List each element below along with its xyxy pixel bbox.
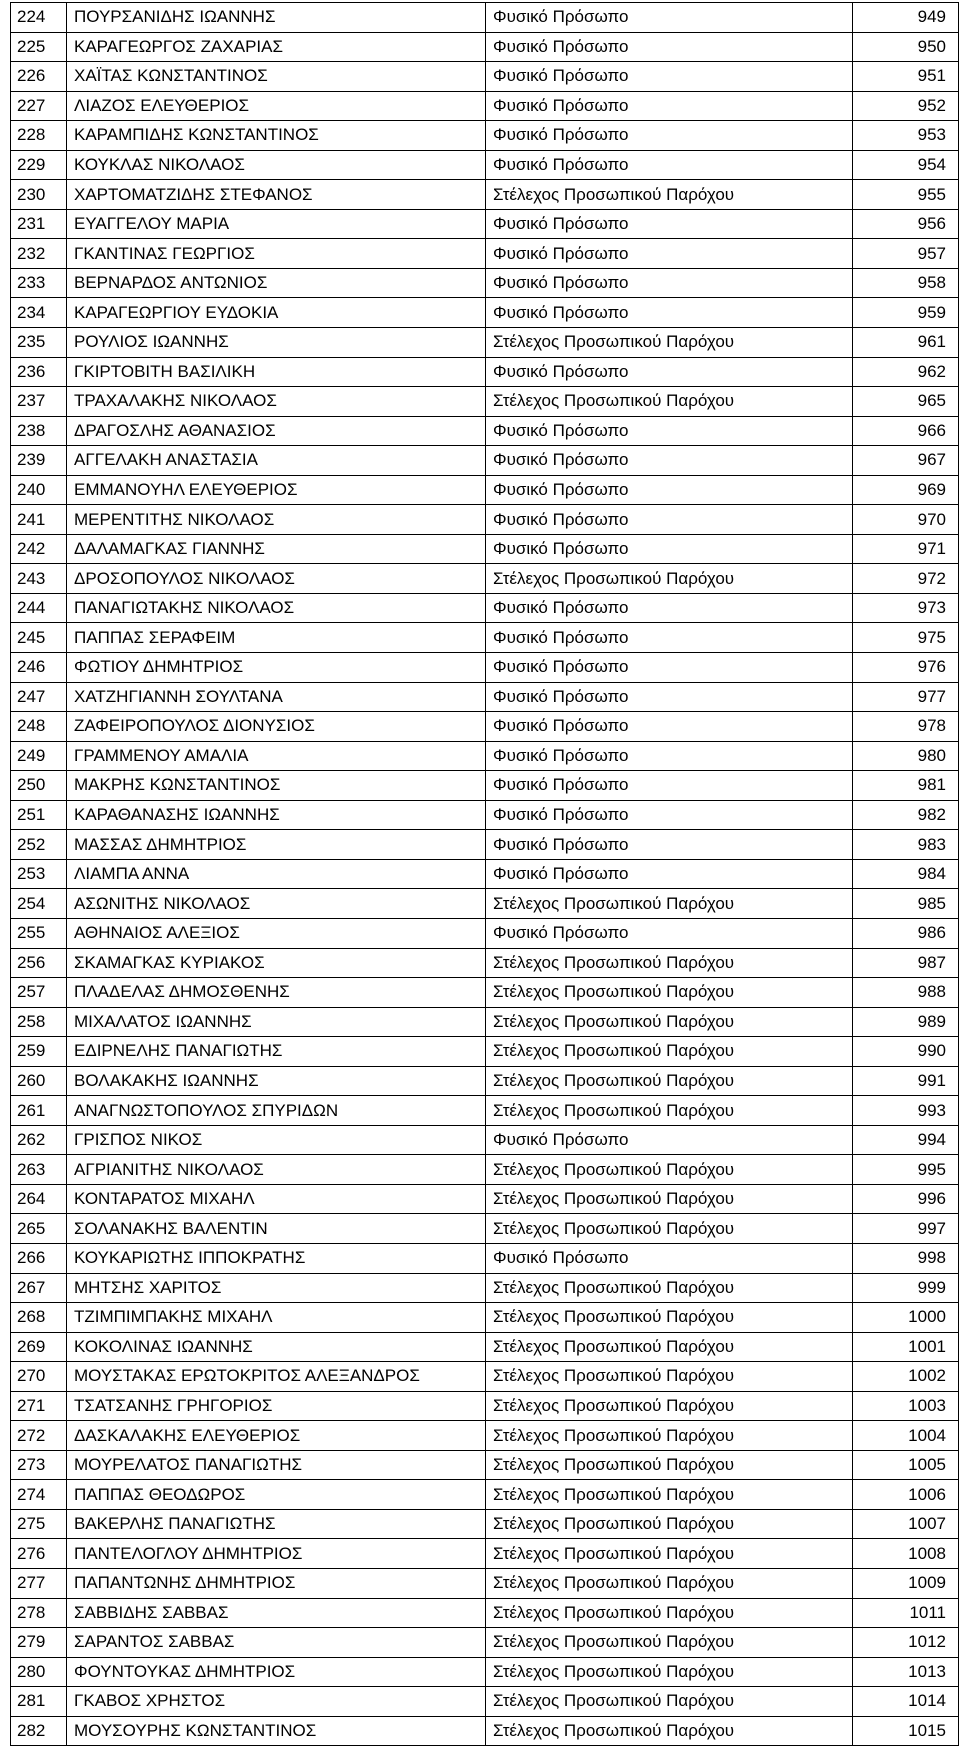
row-number: 261 (11, 1096, 67, 1126)
entity-type: Φυσικό Πρόσωπο (486, 534, 853, 564)
row-number: 274 (11, 1480, 67, 1510)
entity-type: Στέλεχος Προσωπικού Παρόχου (486, 1509, 853, 1539)
entity-type: Φυσικό Πρόσωπο (486, 859, 853, 889)
registry-code: 990 (853, 1037, 959, 1067)
registry-code: 1002 (853, 1362, 959, 1392)
table-row (11, 1096, 959, 1126)
entity-type: Φυσικό Πρόσωπο (486, 830, 853, 860)
document-sheet (10, 2, 958, 1746)
registry-code: 993 (853, 1096, 959, 1126)
registry-code: 998 (853, 1243, 959, 1273)
row-number: 245 (11, 623, 67, 653)
table-row (11, 1568, 959, 1598)
table-row (11, 1332, 959, 1362)
registry-code: 991 (853, 1066, 959, 1096)
registry-code: 983 (853, 830, 959, 860)
table-row (11, 121, 959, 151)
row-number: 225 (11, 32, 67, 62)
registry-code: 995 (853, 1155, 959, 1185)
registry-code: 951 (853, 62, 959, 92)
row-number: 241 (11, 505, 67, 535)
registry-code: 952 (853, 91, 959, 121)
entity-type: Στέλεχος Προσωπικού Παρόχου (486, 1480, 853, 1510)
full-name: ΔΑΛΑΜΑΓΚΑΣ ΓΙΑΝΝΗΣ (67, 534, 486, 564)
row-number: 249 (11, 741, 67, 771)
entity-type: Στέλεχος Προσωπικού Παρόχου (486, 328, 853, 358)
entity-type: Φυσικό Πρόσωπο (486, 298, 853, 328)
table-row (11, 653, 959, 683)
row-number: 279 (11, 1628, 67, 1658)
row-number: 247 (11, 682, 67, 712)
row-number: 272 (11, 1421, 67, 1451)
registry-code: 984 (853, 859, 959, 889)
registry-code: 1008 (853, 1539, 959, 1569)
row-number: 237 (11, 387, 67, 417)
registry-code: 1014 (853, 1687, 959, 1717)
row-number: 244 (11, 593, 67, 623)
row-number: 251 (11, 800, 67, 830)
row-number: 259 (11, 1037, 67, 1067)
table-row (11, 593, 959, 623)
registry-code: 985 (853, 889, 959, 919)
table-row (11, 1391, 959, 1421)
table-row (11, 209, 959, 239)
table-row (11, 1657, 959, 1687)
entity-type: Φυσικό Πρόσωπο (486, 91, 853, 121)
full-name: ΕΥΑΓΓΕΛΟΥ ΜΑΡΙΑ (67, 209, 486, 239)
full-name: ΓΡΙΣΠΟΣ ΝΙΚΟΣ (67, 1125, 486, 1155)
row-number: 266 (11, 1243, 67, 1273)
registry-code: 967 (853, 446, 959, 476)
full-name: ΑΘΗΝΑΙΟΣ ΑΛΕΞΙΟΣ (67, 918, 486, 948)
registry-code: 1011 (853, 1598, 959, 1628)
table-row (11, 446, 959, 476)
entity-type: Στέλεχος Προσωπικού Παρόχου (486, 1657, 853, 1687)
row-number: 263 (11, 1155, 67, 1185)
table-row (11, 328, 959, 358)
row-number: 255 (11, 918, 67, 948)
full-name: ΚΑΡΑΓΕΩΡΓΟΣ ΖΑΧΑΡΙΑΣ (67, 32, 486, 62)
table-row (11, 505, 959, 535)
table-row (11, 1155, 959, 1185)
entity-type: Φυσικό Πρόσωπο (486, 1243, 853, 1273)
registry-code: 1006 (853, 1480, 959, 1510)
table-row (11, 978, 959, 1008)
table-row (11, 1362, 959, 1392)
full-name: ΡΟΥΛΙΟΣ ΙΩΑΝΝΗΣ (67, 328, 486, 358)
full-name: ΕΔΙΡΝΕΛΗΣ ΠΑΝΑΓΙΩΤΗΣ (67, 1037, 486, 1067)
table-row (11, 712, 959, 742)
registry-code: 989 (853, 1007, 959, 1037)
row-number: 258 (11, 1007, 67, 1037)
entity-type: Στέλεχος Προσωπικού Παρόχου (486, 978, 853, 1008)
full-name: ΔΑΣΚΑΛΑΚΗΣ ΕΛΕΥΘΕΡΙΟΣ (67, 1421, 486, 1451)
entity-type: Στέλεχος Προσωπικού Παρόχου (486, 1568, 853, 1598)
table-row (11, 387, 959, 417)
row-number: 228 (11, 121, 67, 151)
table-row (11, 357, 959, 387)
table-row (11, 859, 959, 889)
registry-code: 961 (853, 328, 959, 358)
entity-type: Φυσικό Πρόσωπο (486, 682, 853, 712)
entity-type: Στέλεχος Προσωπικού Παρόχου (486, 1450, 853, 1480)
row-number: 233 (11, 268, 67, 298)
registry-code: 996 (853, 1184, 959, 1214)
entity-type: Στέλεχος Προσωπικού Παρόχου (486, 1007, 853, 1037)
registry-code: 958 (853, 268, 959, 298)
entity-type: Στέλεχος Προσωπικού Παρόχου (486, 1332, 853, 1362)
row-number: 273 (11, 1450, 67, 1480)
registry-code: 959 (853, 298, 959, 328)
full-name: ΠΑΠΠΑΣ ΣΕΡΑΦΕΙΜ (67, 623, 486, 653)
full-name: ΔΡΟΣΟΠΟΥΛΟΣ ΝΙΚΟΛΑΟΣ (67, 564, 486, 594)
full-name: ΤΣΑΤΣΑΝΗΣ ΓΡΗΓΟΡΙΟΣ (67, 1391, 486, 1421)
entity-type: Στέλεχος Προσωπικού Παρόχου (486, 387, 853, 417)
table-row (11, 1598, 959, 1628)
table-row (11, 3, 959, 33)
row-number: 230 (11, 180, 67, 210)
row-number: 235 (11, 328, 67, 358)
registry-code: 980 (853, 741, 959, 771)
full-name: ΛΙΑΜΠΑ ΑΝΝΑ (67, 859, 486, 889)
table-row (11, 268, 959, 298)
entity-type: Φυσικό Πρόσωπο (486, 446, 853, 476)
registry-code: 949 (853, 3, 959, 33)
registry-code: 973 (853, 593, 959, 623)
table-row (11, 1007, 959, 1037)
full-name: ΛΙΑΖΟΣ ΕΛΕΥΘΕΡΙΟΣ (67, 91, 486, 121)
row-number: 280 (11, 1657, 67, 1687)
entity-type: Φυσικό Πρόσωπο (486, 32, 853, 62)
row-number: 260 (11, 1066, 67, 1096)
table-row (11, 1184, 959, 1214)
row-number: 282 (11, 1716, 67, 1746)
registry-code: 1004 (853, 1421, 959, 1451)
table-row (11, 741, 959, 771)
registry-code: 976 (853, 653, 959, 683)
registry-code: 1007 (853, 1509, 959, 1539)
full-name: ΤΖΙΜΠΙΜΠΑΚΗΣ ΜΙΧΑΗΛ (67, 1303, 486, 1333)
table-row (11, 800, 959, 830)
registry-code: 956 (853, 209, 959, 239)
full-name: ΜΕΡΕΝΤΙΤΗΣ ΝΙΚΟΛΑΟΣ (67, 505, 486, 535)
entity-type: Φυσικό Πρόσωπο (486, 3, 853, 33)
table-row (11, 1716, 959, 1746)
entity-type: Στέλεχος Προσωπικού Παρόχου (486, 1598, 853, 1628)
entity-type: Στέλεχος Προσωπικού Παρόχου (486, 1273, 853, 1303)
registry-code: 970 (853, 505, 959, 535)
full-name: ΑΓΓΕΛΑΚΗ ΑΝΑΣΤΑΣΙΑ (67, 446, 486, 476)
row-number: 256 (11, 948, 67, 978)
row-number: 264 (11, 1184, 67, 1214)
registry-code: 977 (853, 682, 959, 712)
row-number: 243 (11, 564, 67, 594)
row-number: 270 (11, 1362, 67, 1392)
full-name: ΠΑΝΑΓΙΩΤΑΚΗΣ ΝΙΚΟΛΑΟΣ (67, 593, 486, 623)
row-number: 262 (11, 1125, 67, 1155)
registry-code: 966 (853, 416, 959, 446)
full-name: ΜΟΥΡΕΛΑΤΟΣ ΠΑΝΑΓΙΩΤΗΣ (67, 1450, 486, 1480)
row-number: 271 (11, 1391, 67, 1421)
table-row (11, 1509, 959, 1539)
row-number: 226 (11, 62, 67, 92)
row-number: 238 (11, 416, 67, 446)
entity-type: Φυσικό Πρόσωπο (486, 209, 853, 239)
full-name: ΓΚΙΡΤΟΒΙΤΗ ΒΑΣΙΛΙΚΗ (67, 357, 486, 387)
row-number: 265 (11, 1214, 67, 1244)
registry-code: 969 (853, 475, 959, 505)
registry-code: 950 (853, 32, 959, 62)
table-row (11, 475, 959, 505)
registry-code: 954 (853, 150, 959, 180)
registry-code: 1003 (853, 1391, 959, 1421)
registry-code: 1001 (853, 1332, 959, 1362)
entity-type: Στέλεχος Προσωπικού Παρόχου (486, 1184, 853, 1214)
row-number: 246 (11, 653, 67, 683)
table-row (11, 91, 959, 121)
full-name: ΧΑΡΤΟΜΑΤΖΙΔΗΣ ΣΤΕΦΑΝΟΣ (67, 180, 486, 210)
entity-type: Φυσικό Πρόσωπο (486, 623, 853, 653)
full-name: ΚΟΥΚΛΑΣ ΝΙΚΟΛΑΟΣ (67, 150, 486, 180)
entity-type: Στέλεχος Προσωπικού Παρόχου (486, 1214, 853, 1244)
entity-type: Φυσικό Πρόσωπο (486, 239, 853, 269)
registry-table (10, 2, 959, 1746)
full-name: ΤΡΑΧΑΛΑΚΗΣ ΝΙΚΟΛΑΟΣ (67, 387, 486, 417)
full-name: ΦΩΤΙΟΥ ΔΗΜΗΤΡΙΟΣ (67, 653, 486, 683)
entity-type: Φυσικό Πρόσωπο (486, 593, 853, 623)
registry-code: 953 (853, 121, 959, 151)
registry-code: 971 (853, 534, 959, 564)
entity-type: Φυσικό Πρόσωπο (486, 1125, 853, 1155)
table-row (11, 1214, 959, 1244)
registry-code: 975 (853, 623, 959, 653)
full-name: ΜΗΤΣΗΣ ΧΑΡΙΤΟΣ (67, 1273, 486, 1303)
row-number: 257 (11, 978, 67, 1008)
full-name: ΕΜΜΑΝΟΥΗΛ ΕΛΕΥΘΕΡΙΟΣ (67, 475, 486, 505)
full-name: ΜΑΚΡΗΣ ΚΩΝΣΤΑΝΤΙΝΟΣ (67, 771, 486, 801)
registry-code: 1012 (853, 1628, 959, 1658)
table-row (11, 1303, 959, 1333)
entity-type: Στέλεχος Προσωπικού Παρόχου (486, 948, 853, 978)
entity-type: Στέλεχος Προσωπικού Παρόχου (486, 889, 853, 919)
entity-type: Στέλεχος Προσωπικού Παρόχου (486, 1155, 853, 1185)
full-name: ΑΝΑΓΝΩΣΤΟΠΟΥΛΟΣ ΣΠΥΡΙΔΩΝ (67, 1096, 486, 1126)
registry-code: 965 (853, 387, 959, 417)
table-row (11, 298, 959, 328)
registry-code: 1009 (853, 1568, 959, 1598)
entity-type: Στέλεχος Προσωπικού Παρόχου (486, 1066, 853, 1096)
table-row (11, 830, 959, 860)
row-number: 253 (11, 859, 67, 889)
full-name: ΚΟΝΤΑΡΑΤΟΣ ΜΙΧΑΗΛ (67, 1184, 486, 1214)
table-row (11, 564, 959, 594)
registry-code: 962 (853, 357, 959, 387)
registry-code: 997 (853, 1214, 959, 1244)
entity-type: Φυσικό Πρόσωπο (486, 416, 853, 446)
full-name: ΔΡΑΓΟΣΛΗΣ ΑΘΑΝΑΣΙΟΣ (67, 416, 486, 446)
table-row (11, 1480, 959, 1510)
full-name: ΜΟΥΣΟΥΡΗΣ ΚΩΝΣΤΑΝΤΙΝΟΣ (67, 1716, 486, 1746)
full-name: ΣΑΡΑΝΤΟΣ ΣΑΒΒΑΣ (67, 1628, 486, 1658)
table-row (11, 416, 959, 446)
registry-code: 988 (853, 978, 959, 1008)
full-name: ΣΟΛΑΝΑΚΗΣ ΒΑΛΕΝΤΙΝ (67, 1214, 486, 1244)
table-row (11, 623, 959, 653)
registry-code: 986 (853, 918, 959, 948)
table-row (11, 918, 959, 948)
row-number: 236 (11, 357, 67, 387)
table-row (11, 534, 959, 564)
row-number: 229 (11, 150, 67, 180)
entity-type: Φυσικό Πρόσωπο (486, 653, 853, 683)
entity-type: Στέλεχος Προσωπικού Παρόχου (486, 1037, 853, 1067)
entity-type: Φυσικό Πρόσωπο (486, 357, 853, 387)
entity-type: Φυσικό Πρόσωπο (486, 121, 853, 151)
full-name: ΜΟΥΣΤΑΚΑΣ ΕΡΩΤΟΚΡΙΤΟΣ ΑΛΕΞΑΝΔΡΟΣ (67, 1362, 486, 1392)
table-row (11, 1273, 959, 1303)
full-name: ΚΑΡΑΓΕΩΡΓΙΟΥ ΕΥΔΟΚΙΑ (67, 298, 486, 328)
full-name: ΜΑΣΣΑΣ ΔΗΜΗΤΡΙΟΣ (67, 830, 486, 860)
full-name: ΦΟΥΝΤΟΥΚΑΣ ΔΗΜΗΤΡΙΟΣ (67, 1657, 486, 1687)
table-row (11, 1037, 959, 1067)
row-number: 250 (11, 771, 67, 801)
row-number: 268 (11, 1303, 67, 1333)
full-name: ΖΑΦΕΙΡΟΠΟΥΛΟΣ ΔΙΟΝΥΣΙΟΣ (67, 712, 486, 742)
entity-type: Φυσικό Πρόσωπο (486, 505, 853, 535)
row-number: 234 (11, 298, 67, 328)
table-row (11, 150, 959, 180)
row-number: 240 (11, 475, 67, 505)
entity-type: Στέλεχος Προσωπικού Παρόχου (486, 1391, 853, 1421)
row-number: 231 (11, 209, 67, 239)
row-number: 277 (11, 1568, 67, 1598)
entity-type: Στέλεχος Προσωπικού Παρόχου (486, 1539, 853, 1569)
row-number: 252 (11, 830, 67, 860)
full-name: ΓΚΑΝΤΙΝΑΣ ΓΕΩΡΓΙΟΣ (67, 239, 486, 269)
entity-type: Φυσικό Πρόσωπο (486, 712, 853, 742)
table-row (11, 682, 959, 712)
table-row (11, 948, 959, 978)
entity-type: Στέλεχος Προσωπικού Παρόχου (486, 1362, 853, 1392)
full-name: ΧΑΤΖΗΓΙΑΝΝΗ ΣΟΥΛΤΑΝΑ (67, 682, 486, 712)
entity-type: Φυσικό Πρόσωπο (486, 268, 853, 298)
entity-type: Στέλεχος Προσωπικού Παρόχου (486, 1303, 853, 1333)
table-row (11, 889, 959, 919)
table-row (11, 1687, 959, 1717)
row-number: 281 (11, 1687, 67, 1717)
entity-type: Στέλεχος Προσωπικού Παρόχου (486, 180, 853, 210)
registry-code: 972 (853, 564, 959, 594)
full-name: ΠΟΥΡΣΑΝΙΔΗΣ ΙΩΑΝΝΗΣ (67, 3, 486, 33)
entity-type: Στέλεχος Προσωπικού Παρόχου (486, 564, 853, 594)
table-row (11, 239, 959, 269)
full-name: ΠΑΠΑΝΤΩΝΗΣ ΔΗΜΗΤΡΙΟΣ (67, 1568, 486, 1598)
entity-type: Στέλεχος Προσωπικού Παρόχου (486, 1687, 853, 1717)
registry-code: 955 (853, 180, 959, 210)
entity-type: Φυσικό Πρόσωπο (486, 918, 853, 948)
full-name: ΑΓΡΙΑΝΙΤΗΣ ΝΙΚΟΛΑΟΣ (67, 1155, 486, 1185)
full-name: ΒΑΚΕΡΛΗΣ ΠΑΝΑΓΙΩΤΗΣ (67, 1509, 486, 1539)
registry-table-body (11, 3, 959, 1746)
full-name: ΠΛΑΔΕΛΑΣ ΔΗΜΟΣΘΕΝΗΣ (67, 978, 486, 1008)
row-number: 232 (11, 239, 67, 269)
row-number: 227 (11, 91, 67, 121)
entity-type: Φυσικό Πρόσωπο (486, 62, 853, 92)
full-name: ΠΑΝΤΕΛΟΓΛΟΥ ΔΗΜΗΤΡΙΟΣ (67, 1539, 486, 1569)
row-number: 276 (11, 1539, 67, 1569)
table-row (11, 1539, 959, 1569)
table-row (11, 1421, 959, 1451)
full-name: ΜΙΧΑΛΑΤΟΣ ΙΩΑΝΝΗΣ (67, 1007, 486, 1037)
row-number: 242 (11, 534, 67, 564)
row-number: 275 (11, 1509, 67, 1539)
row-number: 267 (11, 1273, 67, 1303)
table-row (11, 1125, 959, 1155)
entity-type: Φυσικό Πρόσωπο (486, 150, 853, 180)
row-number: 269 (11, 1332, 67, 1362)
registry-code: 999 (853, 1273, 959, 1303)
table-row (11, 1243, 959, 1273)
table-row (11, 771, 959, 801)
full-name: ΚΑΡΑΜΠΙΔΗΣ ΚΩΝΣΤΑΝΤΙΝΟΣ (67, 121, 486, 151)
full-name: ΒΟΛΑΚΑΚΗΣ ΙΩΑΝΝΗΣ (67, 1066, 486, 1096)
row-number: 248 (11, 712, 67, 742)
registry-code: 957 (853, 239, 959, 269)
full-name: ΣΚΑΜΑΓΚΑΣ ΚΥΡΙΑΚΟΣ (67, 948, 486, 978)
table-row (11, 62, 959, 92)
registry-code: 1000 (853, 1303, 959, 1333)
row-number: 278 (11, 1598, 67, 1628)
entity-type: Στέλεχος Προσωπικού Παρόχου (486, 1716, 853, 1746)
row-number: 239 (11, 446, 67, 476)
full-name: ΚΟΚΟΛΙΝΑΣ ΙΩΑΝΝΗΣ (67, 1332, 486, 1362)
entity-type: Στέλεχος Προσωπικού Παρόχου (486, 1096, 853, 1126)
table-row (11, 180, 959, 210)
entity-type: Φυσικό Πρόσωπο (486, 800, 853, 830)
registry-code: 1005 (853, 1450, 959, 1480)
registry-code: 982 (853, 800, 959, 830)
full-name: ΓΡΑΜΜΕΝΟΥ ΑΜΑΛΙΑ (67, 741, 486, 771)
full-name: ΑΣΩΝΙΤΗΣ ΝΙΚΟΛΑΟΣ (67, 889, 486, 919)
entity-type: Φυσικό Πρόσωπο (486, 771, 853, 801)
table-row (11, 1066, 959, 1096)
full-name: ΧΑΪΤΑΣ ΚΩΝΣΤΑΝΤΙΝΟΣ (67, 62, 486, 92)
entity-type: Φυσικό Πρόσωπο (486, 475, 853, 505)
full-name: ΠΑΠΠΑΣ ΘΕΟΔΩΡΟΣ (67, 1480, 486, 1510)
full-name: ΚΟΥΚΑΡΙΩΤΗΣ ΙΠΠΟΚΡΑΤΗΣ (67, 1243, 486, 1273)
registry-code: 1013 (853, 1657, 959, 1687)
registry-code: 1015 (853, 1716, 959, 1746)
table-row (11, 1628, 959, 1658)
full-name: ΣΑΒΒΙΔΗΣ ΣΑΒΒΑΣ (67, 1598, 486, 1628)
entity-type: Φυσικό Πρόσωπο (486, 741, 853, 771)
registry-code: 987 (853, 948, 959, 978)
full-name: ΓΚΑΒΟΣ ΧΡΗΣΤΟΣ (67, 1687, 486, 1717)
entity-type: Στέλεχος Προσωπικού Παρόχου (486, 1628, 853, 1658)
full-name: ΚΑΡΑΘΑΝΑΣΗΣ ΙΩΑΝΝΗΣ (67, 800, 486, 830)
full-name: ΒΕΡΝΑΡΔΟΣ ΑΝΤΩΝΙΟΣ (67, 268, 486, 298)
table-row (11, 1450, 959, 1480)
registry-code: 978 (853, 712, 959, 742)
entity-type: Στέλεχος Προσωπικού Παρόχου (486, 1421, 853, 1451)
row-number: 224 (11, 3, 67, 33)
registry-code: 994 (853, 1125, 959, 1155)
registry-code: 981 (853, 771, 959, 801)
row-number: 254 (11, 889, 67, 919)
table-row (11, 32, 959, 62)
